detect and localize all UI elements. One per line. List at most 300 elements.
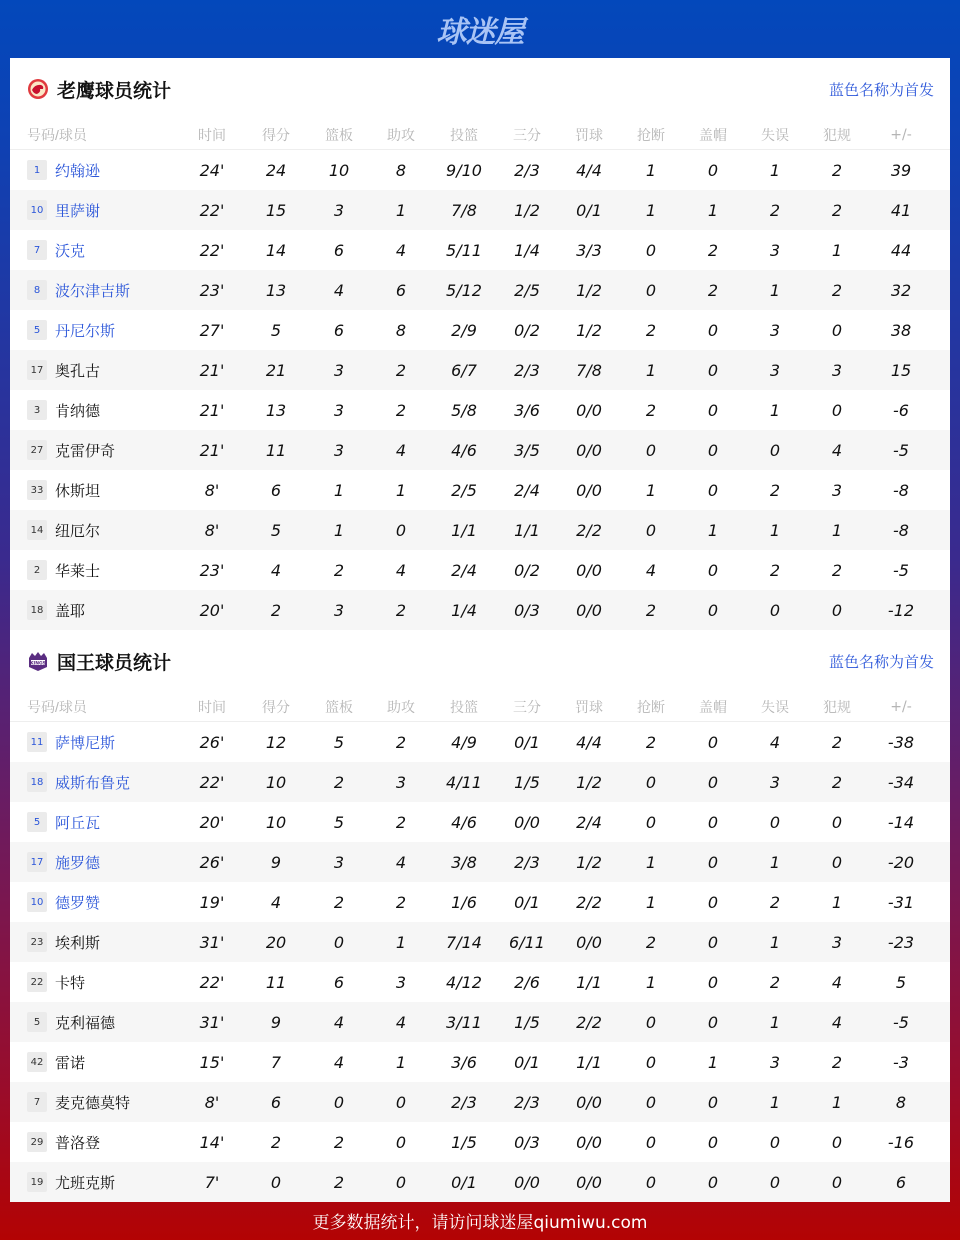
column-header[interactable]: 篮板: [325, 127, 353, 144]
stat-cell-抢断: 0: [645, 1012, 657, 1032]
column-header[interactable]: 犯规: [823, 699, 851, 716]
stat-cell-+/-: -5: [893, 1012, 909, 1032]
stat-cell-三分: 3/5: [514, 440, 540, 460]
stat-cell-抢断: 2: [645, 400, 657, 420]
stat-cell-犯规: 2: [831, 200, 843, 220]
team-title: 国王球员统计: [57, 651, 172, 674]
stat-cell-三分: 0/1: [514, 892, 540, 912]
stat-cell-犯规: 0: [831, 320, 843, 340]
player-row[interactable]: [10, 150, 950, 190]
stat-cell-+/-: -3: [893, 1052, 909, 1072]
stat-cell-+/-: -5: [893, 560, 909, 580]
jersey-number-badge: 22: [27, 972, 47, 992]
stat-cell-投篮: 3/11: [446, 1012, 482, 1032]
player-name[interactable]: 克利福德: [55, 1013, 116, 1032]
section-title: [27, 76, 171, 103]
player-row[interactable]: [10, 1002, 950, 1042]
stat-cell-犯规: 1: [831, 892, 843, 912]
stat-cell-三分: 1/5: [514, 1012, 540, 1032]
stat-cell-时间: 22': [199, 772, 225, 792]
stat-cell-篮板: 3: [333, 440, 345, 460]
stat-cell-三分: 0/0: [514, 812, 540, 832]
stat-cell-抢断: 1: [645, 892, 657, 912]
stat-cell-得分: 14: [265, 240, 287, 260]
stat-cell-得分: 12: [265, 732, 287, 752]
stat-cell-时间: 31': [199, 1012, 225, 1032]
stat-cell-助攻: 2: [395, 732, 407, 752]
jersey-number-badge: 10: [27, 892, 47, 912]
jersey-number-badge: 11: [27, 732, 47, 752]
stat-cell-抢断: 1: [645, 360, 657, 380]
stat-cell-罚球: 3/3: [576, 240, 602, 260]
stat-cell-失误: 1: [769, 280, 781, 300]
stat-cell-投篮: 1/1: [451, 520, 477, 540]
stat-cell-罚球: 1/2: [576, 852, 602, 872]
column-header[interactable]: +/-: [890, 126, 912, 143]
player-name[interactable]: 威斯布鲁克: [55, 773, 131, 792]
stat-cell-时间: 21': [199, 440, 225, 460]
stat-cell-失误: 2: [769, 480, 781, 500]
stat-cell-助攻: 1: [395, 480, 407, 500]
stat-cell-罚球: 2/4: [576, 812, 602, 832]
stat-cell-失误: 3: [769, 1052, 781, 1072]
player-cell: [10, 1012, 190, 1033]
stat-cell-失误: 0: [769, 812, 781, 832]
player-name[interactable]: 休斯坦: [55, 481, 101, 500]
player-name[interactable]: 麦克德莫特: [55, 1093, 131, 1112]
column-header[interactable]: 时间: [198, 699, 226, 716]
column-header[interactable]: 失误: [761, 127, 789, 144]
column-header[interactable]: 投篮: [450, 127, 478, 144]
column-header[interactable]: 罚球: [575, 699, 603, 716]
stat-cell-助攻: 4: [395, 560, 407, 580]
player-cell: [10, 400, 190, 421]
stat-cell-投篮: 3/6: [451, 1052, 477, 1072]
stat-cell-罚球: 0/0: [576, 1172, 602, 1192]
stat-cell-助攻: 4: [395, 852, 407, 872]
stat-cell-篮板: 4: [333, 280, 345, 300]
stat-cell-投篮: 9/10: [446, 160, 482, 180]
jersey-number-badge: 42: [27, 1052, 47, 1072]
player-name[interactable]: 盖耶: [55, 601, 86, 620]
stat-cell-失误: 2: [769, 972, 781, 992]
stat-cell-助攻: 2: [395, 812, 407, 832]
player-row[interactable]: [10, 510, 950, 550]
kings-logo-icon: [27, 650, 49, 672]
column-header[interactable]: 助攻: [387, 699, 415, 716]
column-header[interactable]: 时间: [198, 127, 226, 144]
stat-cell-得分: 6: [270, 480, 282, 500]
stat-cell-投篮: 1/4: [451, 600, 477, 620]
stat-cell-盖帽: 2: [707, 240, 719, 260]
stat-cell-时间: 14': [199, 1132, 225, 1152]
stat-cell-时间: 23': [199, 280, 225, 300]
stat-cell-助攻: 0: [395, 1172, 407, 1192]
player-row[interactable]: [10, 842, 950, 882]
stat-cell-罚球: 2/2: [576, 892, 602, 912]
stat-cell-罚球: 2/2: [576, 520, 602, 540]
stat-cell-+/-: -14: [887, 812, 915, 832]
stat-cell-抢断: 0: [645, 240, 657, 260]
stat-cell-失误: 4: [769, 732, 781, 752]
stat-cell-三分: 2/3: [514, 852, 540, 872]
stat-cell-得分: 10: [265, 772, 287, 792]
stat-cell-助攻: 1: [395, 1052, 407, 1072]
stat-cell-抢断: 0: [645, 1132, 657, 1152]
stat-cell-篮板: 3: [333, 852, 345, 872]
player-cell: [10, 1052, 190, 1073]
player-name[interactable]: 卡特: [55, 973, 86, 992]
stat-cell-抢断: 2: [645, 320, 657, 340]
stat-cell-投篮: 1/5: [451, 1132, 477, 1152]
player-cell: [10, 732, 190, 753]
column-header[interactable]: 罚球: [575, 127, 603, 144]
player-row[interactable]: [10, 1162, 950, 1202]
player-name[interactable]: 沃克: [55, 241, 86, 260]
column-header[interactable]: 盖帽: [699, 699, 727, 716]
player-row[interactable]: [10, 1122, 950, 1162]
stat-cell-+/-: 8: [895, 1092, 907, 1112]
stat-cell-得分: 5: [270, 520, 282, 540]
stat-cell-盖帽: 0: [707, 360, 719, 380]
player-name[interactable]: 普洛登: [55, 1133, 101, 1152]
stat-cell-助攻: 2: [395, 600, 407, 620]
player-name[interactable]: 尤班克斯: [55, 1173, 116, 1192]
stat-cell-犯规: 0: [831, 400, 843, 420]
stat-cell-时间: 8': [204, 520, 220, 540]
stat-cell-盖帽: 0: [707, 1172, 719, 1192]
stat-cell-三分: 1/4: [514, 240, 540, 260]
stat-cell-罚球: 0/0: [576, 1132, 602, 1152]
stat-cell-盖帽: 2: [707, 280, 719, 300]
stat-cell-罚球: 0/0: [576, 480, 602, 500]
stat-cell-篮板: 4: [333, 1012, 345, 1032]
stat-cell-罚球: 0/1: [576, 200, 602, 220]
stat-cell-犯规: 4: [831, 1012, 843, 1032]
column-header[interactable]: 犯规: [823, 127, 851, 144]
section-header: [10, 58, 950, 120]
stat-cell-篮板: 1: [333, 480, 345, 500]
player-cell: [10, 932, 190, 953]
player-row[interactable]: [10, 590, 950, 630]
stat-cell-三分: 2/3: [514, 360, 540, 380]
stat-cell-时间: 8': [204, 1092, 220, 1112]
player-row[interactable]: [10, 350, 950, 390]
stat-cell-助攻: 0: [395, 520, 407, 540]
stat-cell-篮板: 2: [333, 560, 345, 580]
stat-cell-投篮: 7/8: [451, 200, 477, 220]
stat-cell-犯规: 4: [831, 440, 843, 460]
stat-cell-盖帽: 0: [707, 892, 719, 912]
stat-cell-篮板: 2: [333, 1132, 345, 1152]
player-row[interactable]: [10, 190, 950, 230]
stat-cell-投篮: 7/14: [446, 932, 482, 952]
stat-cell-时间: 15': [199, 1052, 225, 1072]
stat-cell-盖帽: 0: [707, 440, 719, 460]
column-header-player: 号码/球员: [27, 698, 87, 715]
stat-cell-投篮: 2/4: [451, 560, 477, 580]
stat-cell-篮板: 3: [333, 600, 345, 620]
player-name[interactable]: 华莱士: [55, 561, 101, 580]
stat-cell-失误: 3: [769, 240, 781, 260]
footer-banner[interactable]: 更多数据统计，请访问球迷屋qiumiwu.com: [312, 1212, 648, 1233]
stat-cell-犯规: 0: [831, 1172, 843, 1192]
column-header[interactable]: 盖帽: [699, 127, 727, 144]
stat-cell-罚球: 1/1: [576, 1052, 602, 1072]
player-name[interactable]: 奥孔古: [55, 361, 101, 380]
stat-cell-得分: 4: [270, 560, 282, 580]
player-cell: [10, 772, 190, 793]
stat-cell-助攻: 1: [395, 932, 407, 952]
column-header[interactable]: 抢断: [637, 699, 665, 716]
player-name[interactable]: 雷诺: [55, 1053, 86, 1072]
stat-cell-+/-: -6: [893, 400, 909, 420]
stat-cell-盖帽: 1: [707, 200, 719, 220]
player-name[interactable]: 波尔津吉斯: [55, 281, 131, 300]
stat-cell-三分: 0/2: [514, 320, 540, 340]
stat-cell-时间: 23': [199, 560, 225, 580]
player-name[interactable]: 约翰逊: [55, 161, 101, 180]
column-header[interactable]: 三分: [513, 127, 541, 144]
stat-cell-投篮: 0/1: [451, 1172, 477, 1192]
column-header[interactable]: 得分: [262, 699, 290, 716]
player-name[interactable]: 丹尼尔斯: [55, 321, 116, 340]
stat-cell-罚球: 0/0: [576, 1092, 602, 1112]
stat-cell-得分: 0: [270, 1172, 282, 1192]
player-cell: [10, 852, 190, 873]
player-row[interactable]: [10, 550, 950, 590]
player-row[interactable]: [10, 1082, 950, 1122]
stat-cell-投篮: 4/9: [451, 732, 477, 752]
stat-cell-罚球: 1/1: [576, 972, 602, 992]
stat-cell-犯规: 3: [831, 480, 843, 500]
jersey-number-badge: 17: [27, 852, 47, 872]
stat-cell-投篮: 5/12: [446, 280, 482, 300]
jersey-number-badge: 8: [27, 280, 47, 300]
stat-cell-失误: 2: [769, 200, 781, 220]
stat-cell-篮板: 5: [333, 812, 345, 832]
player-cell: [10, 480, 190, 501]
player-row[interactable]: [10, 762, 950, 802]
stat-cell-罚球: 4/4: [576, 732, 602, 752]
stat-cell-失误: 0: [769, 440, 781, 460]
player-cell: [10, 160, 190, 181]
stat-cell-时间: 24': [199, 160, 225, 180]
stat-cell-三分: 1/2: [514, 200, 540, 220]
stat-cell-盖帽: 1: [707, 520, 719, 540]
stat-cell-犯规: 2: [831, 560, 843, 580]
stat-cell-投篮: 5/8: [451, 400, 477, 420]
column-header[interactable]: 投篮: [450, 699, 478, 716]
stat-cell-得分: 20: [265, 932, 287, 952]
player-row[interactable]: [10, 430, 950, 470]
stat-cell-罚球: 0/0: [576, 560, 602, 580]
stat-cell-三分: 3/6: [514, 400, 540, 420]
column-header[interactable]: +/-: [890, 698, 912, 715]
team-section-1: [10, 630, 950, 1202]
stat-cell-三分: 0/3: [514, 600, 540, 620]
player-cell: [10, 892, 190, 913]
stat-cell-时间: 27': [199, 320, 225, 340]
column-header[interactable]: 得分: [262, 127, 290, 144]
stat-cell-三分: 2/4: [514, 480, 540, 500]
stat-cell-时间: 22': [199, 200, 225, 220]
stat-cell-时间: 21': [199, 400, 225, 420]
stat-cell-盖帽: 0: [707, 972, 719, 992]
jersey-number-badge: 7: [27, 1092, 47, 1112]
player-name[interactable]: 克雷伊奇: [55, 441, 116, 460]
stat-cell-投篮: 4/6: [451, 440, 477, 460]
player-name[interactable]: 德罗赞: [55, 893, 101, 912]
stat-cell-+/-: -38: [887, 732, 915, 752]
section-header: [10, 630, 950, 692]
player-cell: [10, 440, 190, 461]
column-header[interactable]: 抢断: [637, 127, 665, 144]
stat-cell-抢断: 0: [645, 520, 657, 540]
player-row[interactable]: [10, 390, 950, 430]
player-row[interactable]: [10, 802, 950, 842]
player-name[interactable]: 施罗德: [55, 853, 101, 872]
player-cell: [10, 360, 190, 381]
player-row[interactable]: [10, 270, 950, 310]
stat-cell-罚球: 0/0: [576, 932, 602, 952]
stat-cell-投篮: 4/12: [446, 972, 482, 992]
stat-cell-抢断: 0: [645, 1052, 657, 1072]
stat-cell-+/-: 32: [890, 280, 912, 300]
stat-cell-失误: 1: [769, 1012, 781, 1032]
column-header[interactable]: 助攻: [387, 127, 415, 144]
stat-cell-篮板: 3: [333, 400, 345, 420]
stat-cell-失误: 1: [769, 852, 781, 872]
jersey-number-badge: 5: [27, 1012, 47, 1032]
stat-cell-时间: 22': [199, 240, 225, 260]
player-name[interactable]: 阿丘瓦: [55, 813, 101, 832]
stat-cell-抢断: 1: [645, 480, 657, 500]
stat-cell-罚球: 1/2: [576, 772, 602, 792]
stat-cell-失误: 0: [769, 600, 781, 620]
stat-cell-抢断: 0: [645, 280, 657, 300]
stat-cell-盖帽: 0: [707, 600, 719, 620]
stat-cell-盖帽: 0: [707, 812, 719, 832]
stat-cell-投篮: 5/11: [446, 240, 482, 260]
player-name[interactable]: 肯纳德: [55, 401, 101, 420]
stat-cell-得分: 6: [270, 1092, 282, 1112]
starter-legend: 蓝色名称为首发: [828, 652, 934, 671]
stat-cell-盖帽: 1: [707, 1052, 719, 1072]
stat-cell-抢断: 4: [645, 560, 657, 580]
stat-cell-篮板: 3: [333, 200, 345, 220]
stat-cell-助攻: 0: [395, 1092, 407, 1112]
stat-cell-+/-: -12: [887, 600, 915, 620]
stat-cell-抢断: 0: [645, 1092, 657, 1112]
column-header-player: 号码/球员: [27, 126, 87, 143]
column-header[interactable]: 三分: [513, 699, 541, 716]
stat-cell-失误: 1: [769, 932, 781, 952]
stat-cell-+/-: 5: [895, 972, 907, 992]
player-name[interactable]: 埃利斯: [55, 933, 101, 952]
column-header[interactable]: 篮板: [325, 699, 353, 716]
stat-cell-抢断: 2: [645, 732, 657, 752]
stat-cell-助攻: 2: [395, 360, 407, 380]
stat-cell-助攻: 8: [395, 320, 407, 340]
player-name[interactable]: 纽厄尔: [55, 521, 101, 540]
hawks-logo-icon: [27, 78, 49, 100]
section-title: [27, 648, 171, 675]
stat-cell-得分: 13: [265, 400, 287, 420]
stat-cell-失误: 1: [769, 160, 781, 180]
stat-cell-三分: 2/3: [514, 160, 540, 180]
stat-cell-得分: 7: [270, 1052, 282, 1072]
stat-cell-三分: 2/3: [514, 1092, 540, 1112]
player-row[interactable]: [10, 470, 950, 510]
player-row[interactable]: [10, 310, 950, 350]
top-bar: [0, 0, 960, 58]
stat-cell-犯规: 2: [831, 280, 843, 300]
stat-cell-助攻: 2: [395, 892, 407, 912]
stat-cell-得分: 9: [270, 1012, 282, 1032]
player-name[interactable]: 萨博尼斯: [55, 733, 116, 752]
player-row[interactable]: [10, 230, 950, 270]
stat-cell-时间: 8': [204, 480, 220, 500]
player-row[interactable]: [10, 962, 950, 1002]
stat-cell-+/-: -16: [887, 1132, 915, 1152]
jersey-number-badge: 3: [27, 400, 47, 420]
stat-cell-得分: 2: [270, 1132, 282, 1152]
stat-cell-盖帽: 0: [707, 320, 719, 340]
stat-cell-罚球: 1/2: [576, 320, 602, 340]
jersey-number-badge: 5: [27, 320, 47, 340]
player-row[interactable]: [10, 1042, 950, 1082]
jersey-number-badge: 23: [27, 932, 47, 952]
stat-cell-篮板: 6: [333, 972, 345, 992]
player-row[interactable]: [10, 922, 950, 962]
column-header[interactable]: 失误: [761, 699, 789, 716]
stat-cell-失误: 1: [769, 400, 781, 420]
team-section-0: [10, 58, 950, 630]
jersey-number-badge: 2: [27, 560, 47, 580]
stat-cell-三分: 1/1: [514, 520, 540, 540]
stat-cell-投篮: 3/8: [451, 852, 477, 872]
player-row[interactable]: [10, 882, 950, 922]
stat-cell-犯规: 0: [831, 600, 843, 620]
jersey-number-badge: 1: [27, 160, 47, 180]
stat-cell-犯规: 2: [831, 732, 843, 752]
stat-cell-得分: 24: [265, 160, 287, 180]
stat-cell-失误: 1: [769, 1092, 781, 1112]
stat-cell-失误: 3: [769, 360, 781, 380]
stat-cell-失误: 2: [769, 560, 781, 580]
stat-cell-时间: 26': [199, 732, 225, 752]
stat-cell-盖帽: 0: [707, 560, 719, 580]
stat-cell-犯规: 1: [831, 520, 843, 540]
player-row[interactable]: [10, 722, 950, 762]
stat-cell-助攻: 4: [395, 440, 407, 460]
player-cell: [10, 320, 190, 341]
stat-cell-篮板: 2: [333, 772, 345, 792]
stat-cell-盖帽: 0: [707, 772, 719, 792]
stat-cell-得分: 21: [265, 360, 287, 380]
jersey-number-badge: 18: [27, 772, 47, 792]
stat-cell-篮板: 6: [333, 320, 345, 340]
stat-cell-时间: 20': [199, 812, 225, 832]
player-cell: [10, 560, 190, 581]
player-name[interactable]: 里萨谢: [55, 201, 101, 220]
stat-cell-时间: 22': [199, 972, 225, 992]
stat-cell-三分: 6/11: [509, 932, 545, 952]
stat-cell-篮板: 1: [333, 520, 345, 540]
player-cell: [10, 240, 190, 261]
stat-cell-助攻: 2: [395, 400, 407, 420]
